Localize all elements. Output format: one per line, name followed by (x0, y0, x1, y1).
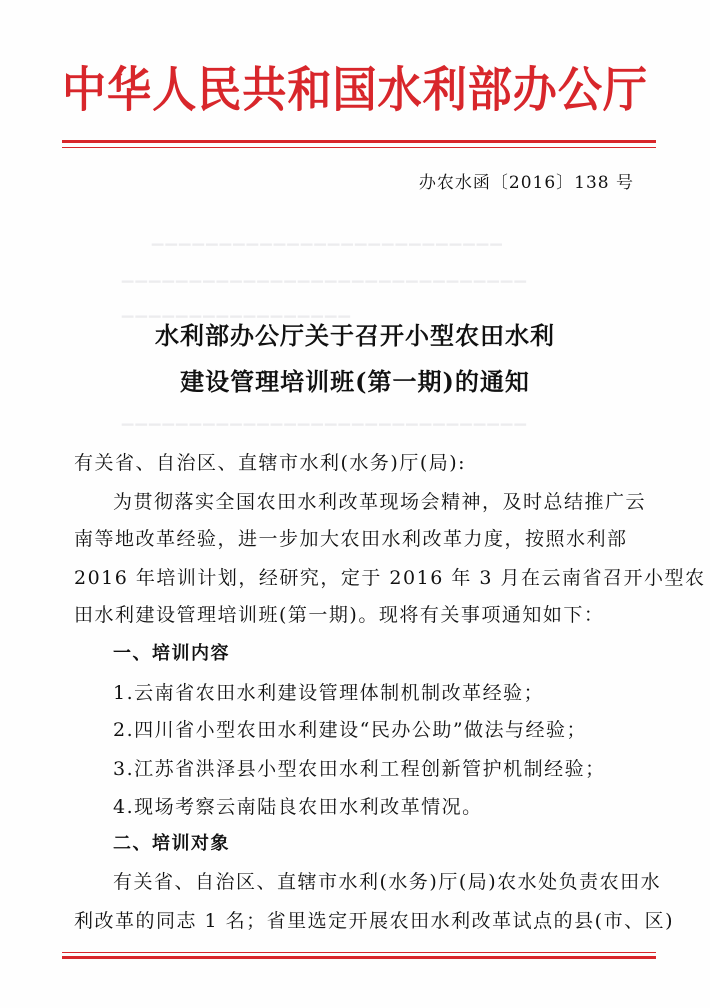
list-item: 4.现场考察云南陆良农田水利改革情况。 (113, 796, 483, 818)
section-heading-training-content: 一、培训内容 (113, 643, 230, 664)
show-through-shading: ▁▁▁▁▁▁▁▁▁▁▁▁▁▁▁▁▁▁▁▁▁▁▁▁▁▁ (150, 228, 502, 246)
show-through-shading: ▁▁▁▁▁▁▁▁▁▁▁▁▁▁▁▁▁▁▁▁▁▁▁▁▁▁▁▁▁▁ (120, 408, 527, 426)
footer-rule-thin (62, 952, 656, 953)
intro-line: 为贯彻落实全国农田水利改革现场会精神，及时总结推广云 (113, 491, 647, 513)
intro-line: 南等地改革经验，进一步加大农田水利改革力度，按照水利部 (74, 528, 628, 550)
notice-title-line-2: 建设管理培训班(第一期)的通知 (180, 367, 530, 396)
section-heading-training-targets: 二、培训对象 (113, 833, 230, 854)
list-item: 3.江苏省洪泽县小型农田水利工程创新管护机制经验； (113, 758, 606, 780)
paragraph-line: 利改革的同志 1 名；省里选定开展农田水利改革试点的县(市、区) (74, 910, 674, 932)
letterhead-rule-thick (62, 140, 656, 143)
list-item: 1.云南省农田水利建设管理体制机制改革经验； (113, 682, 545, 704)
show-through-shading: ▁▁▁▁▁▁▁▁▁▁▁▁▁▁▁▁▁ (120, 300, 351, 318)
letterhead-title: 中华人民共和国水利部办公厅 (61, 62, 649, 118)
show-through-shading: ▁▁▁▁▁▁▁▁▁▁▁▁▁▁▁▁▁▁▁▁▁▁▁▁▁▁▁▁▁▁ (120, 265, 527, 283)
intro-line: 2016 年培训计划，经研究，定于 2016 年 3 月在云南省召开小型农 (74, 567, 706, 589)
letterhead-rule-thin (62, 147, 656, 148)
footer-rule-thick (62, 956, 656, 959)
intro-line: 田水利建设管理培训班(第一期)。现将有关事项通知如下： (74, 604, 605, 626)
document-number: 办农水函〔2016〕138 号 (418, 173, 634, 193)
addressee: 有关省、自治区、直辖市水利(水务)厅(局): (74, 452, 467, 474)
list-item: 2.四川省小型农田水利建设“民办公助”做法与经验； (113, 719, 588, 741)
notice-title-line-1: 水利部办公厅关于召开小型农田水利 (155, 321, 555, 350)
paragraph-line: 有关省、自治区、直辖市水利(水务)厅(局)农水处负责农田水 (113, 871, 662, 893)
